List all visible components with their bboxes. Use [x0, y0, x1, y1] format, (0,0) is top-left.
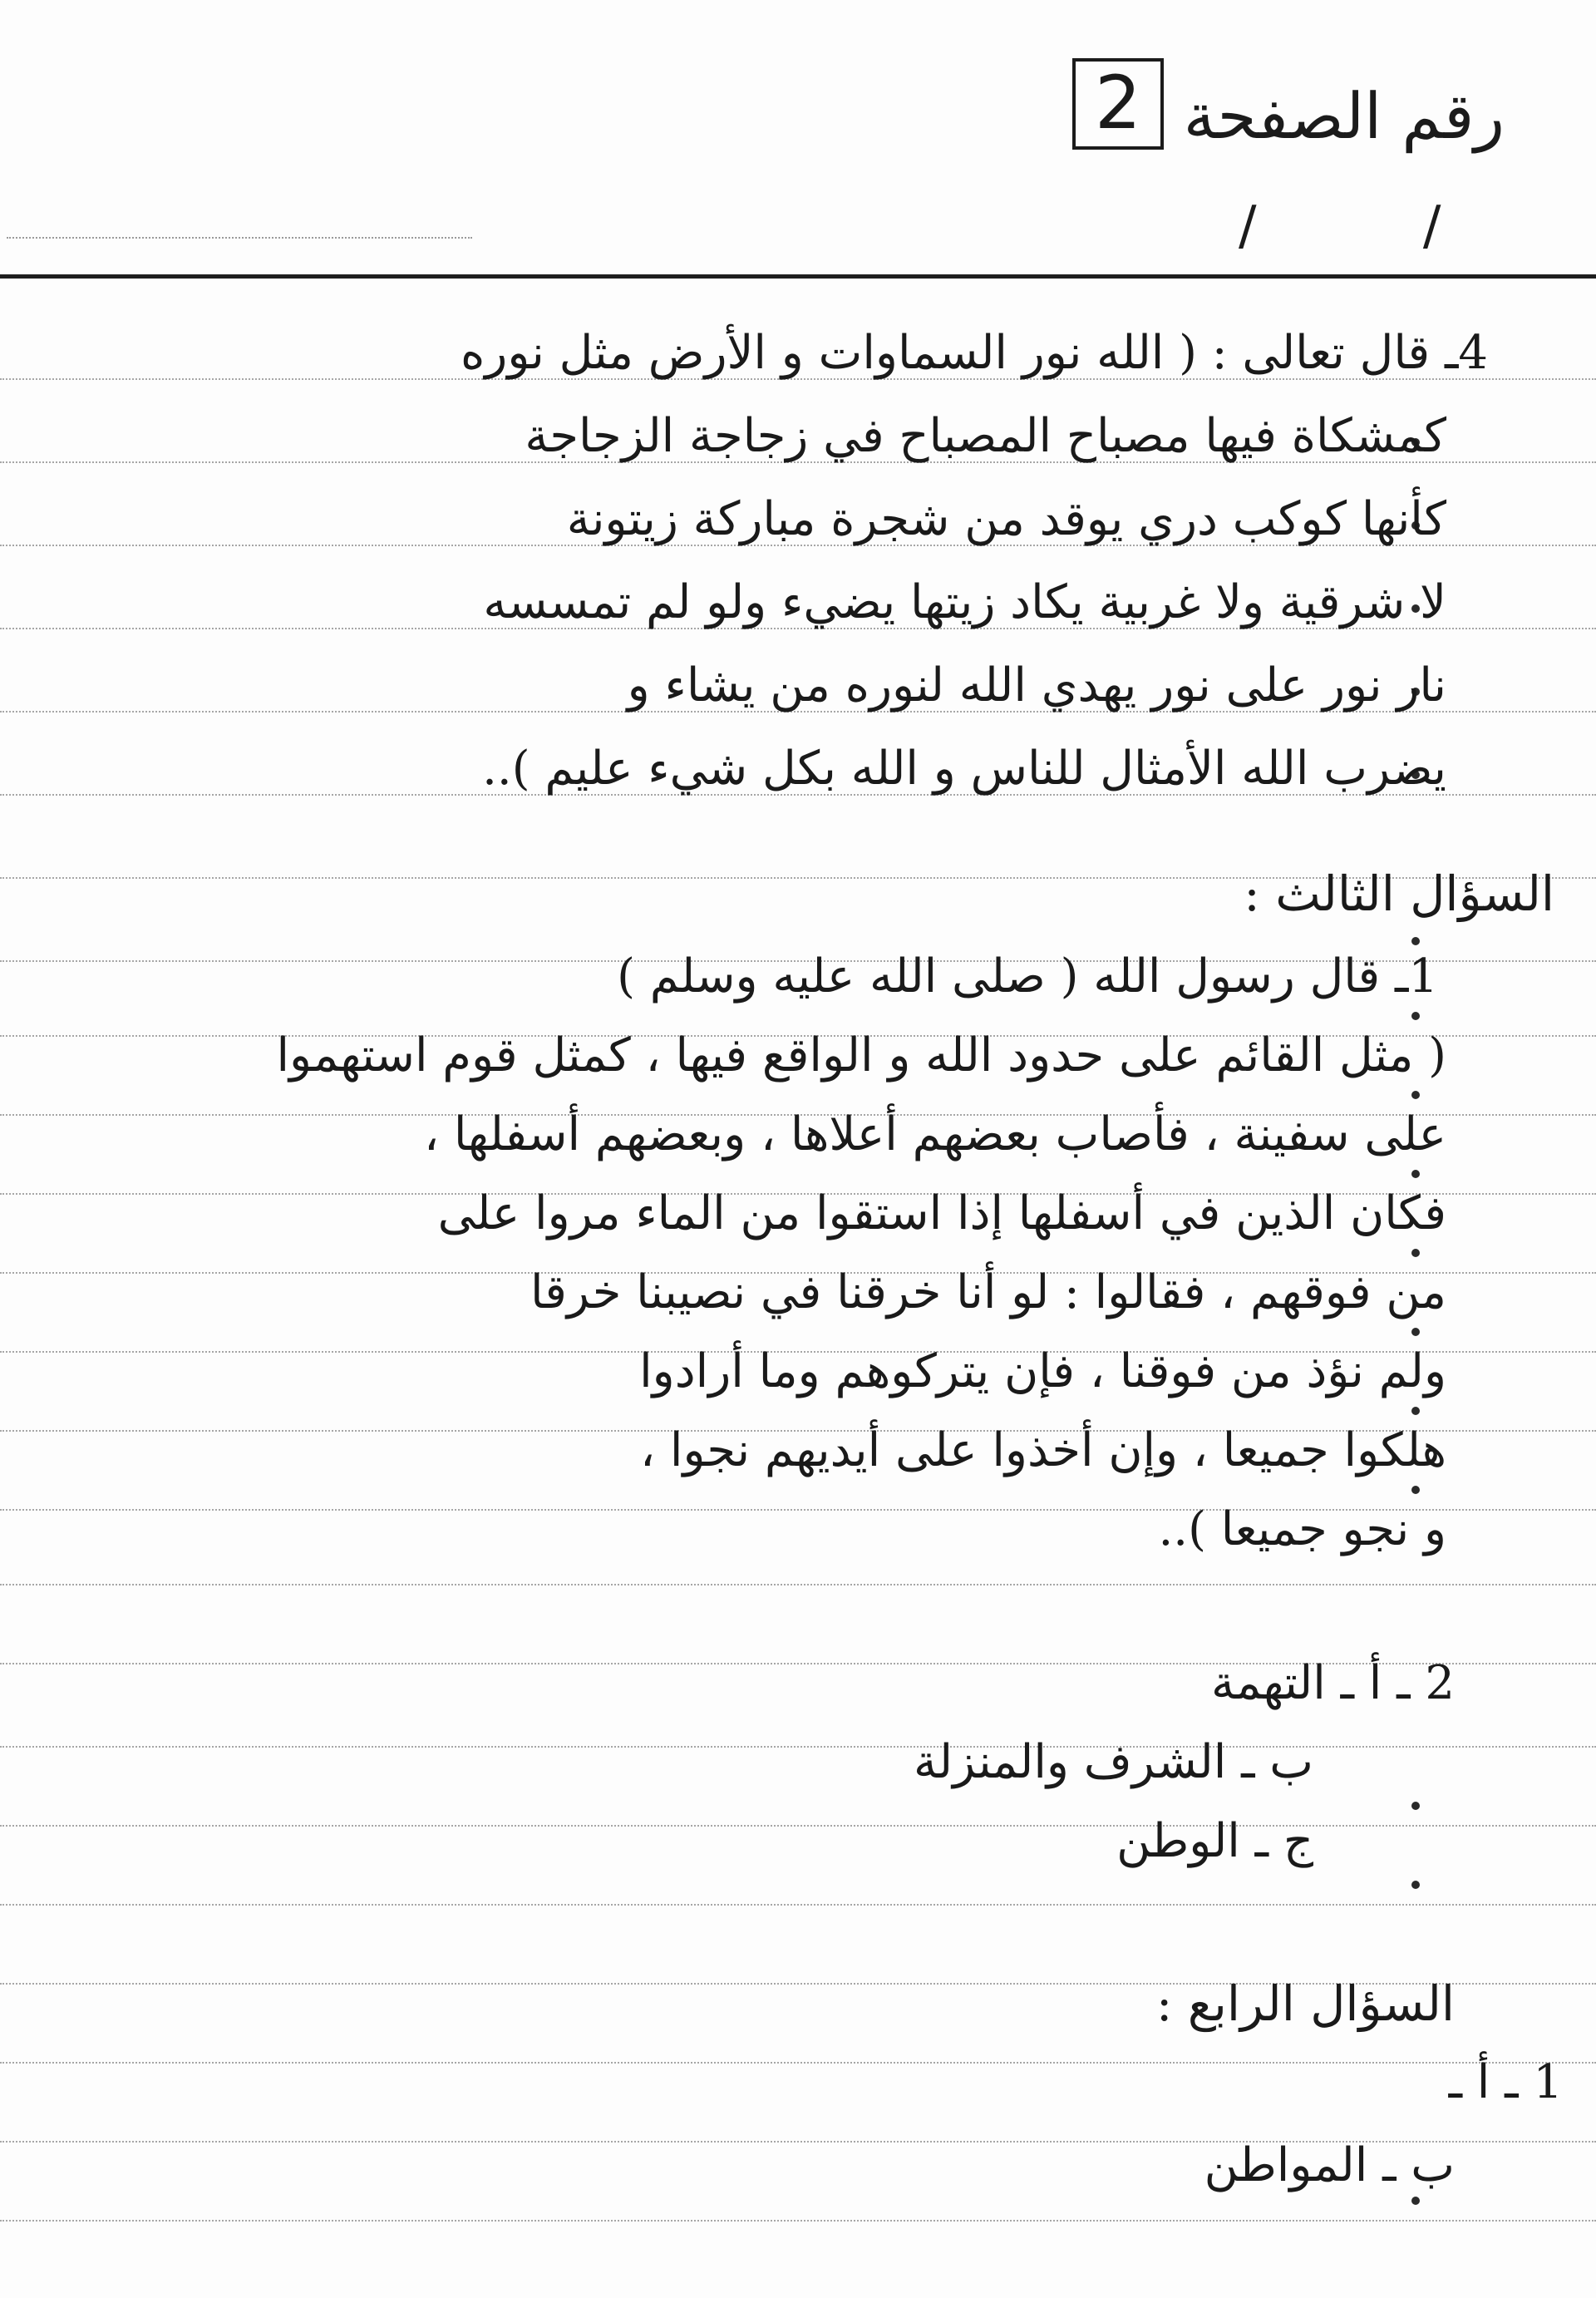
margin-dot: [1411, 2197, 1420, 2205]
verse-line-5: نار نور على نور يهدي الله لنوره من يشاء و: [627, 658, 1446, 713]
margin-dot: [1411, 1486, 1420, 1494]
verse-line-2: كمشكاة فيها مصباح المصباح في زجاجة الزجاجة: [525, 409, 1446, 463]
date-field: / /: [1239, 195, 1516, 257]
hadith-line-8: و نجو جميعا )..: [1158, 1502, 1446, 1556]
verse-line-4: لا شرقية ولا غربية يكاد زيتها يضيء ولو لم تمسسه: [483, 575, 1446, 629]
page-number-box: 2: [1072, 58, 1164, 150]
hadith-line-5: من فوقهم ، فقالوا : لو أنا خرقنا في نصيبنا خرقا: [530, 1265, 1446, 1319]
margin-dot: [1411, 1170, 1420, 1178]
hadith-line-6: ولم نؤذ من فوقنا ، فإن يتركوهم وما أرادوا: [639, 1344, 1446, 1398]
answer-4-1a: 1 ـ أ ـ: [1448, 2055, 1563, 2109]
verse-line-3: كأنها كوكب دري يوقد من شجرة مباركة زيتونة: [566, 492, 1446, 546]
margin-dot: [1411, 1249, 1420, 1257]
answer-4-1b: ب ـ المواطن: [1204, 2138, 1455, 2192]
margin-dot: [1411, 1802, 1420, 1810]
margin-dot: [1411, 1012, 1420, 1020]
page-number-label: رقم الصفحة: [1183, 79, 1505, 153]
margin-dot: [1411, 1091, 1420, 1099]
answer-2b: ب ـ الشرف والمنزلة: [914, 1735, 1313, 1789]
header-dotted-line: [7, 237, 472, 239]
answer-2c: ج ـ الوطن: [1116, 1814, 1313, 1868]
ruled-line: [0, 1584, 1596, 1585]
ruled-line: [0, 2220, 1596, 2222]
margin-dot: [1411, 1881, 1420, 1889]
margin-dot: [1411, 937, 1420, 945]
question-4-heading: السؤال الرابع :: [1155, 1975, 1455, 2032]
ruled-line: [0, 1904, 1596, 1906]
margin-dot: [1411, 1407, 1420, 1415]
hadith-line-3: على سفينة ، فأصاب بعضهم أعلاها ، وبعضهم أسفلها ،: [423, 1107, 1446, 1161]
answer-2a: 2 ـ أ ـ التهمة: [1211, 1656, 1455, 1710]
verse-line-1: 4ـ قال تعالى : ( الله نور السماوات و الأرض مثل نوره: [460, 326, 1488, 380]
hadith-line-2: ( مثل القائم على حدود الله و الواقع فيها ، كمثل قوم استهموا: [276, 1028, 1446, 1082]
hadith-line-4: فكان الذين في أسفلها إذا استقوا من الماء مروا على: [437, 1186, 1446, 1240]
question-3-heading: السؤال الثالث :: [1244, 865, 1554, 922]
hadith-line-1: 1ـ قال رسول الله ( صلى الله عليه وسلم ): [617, 949, 1438, 1004]
hadith-line-7: هلكوا جميعا ، وإن أخذوا على أيديهم نجوا ،: [640, 1423, 1446, 1477]
verse-line-6: يضرب الله الأمثال للناس و الله بكل شيء عليم )..: [482, 742, 1446, 796]
margin-dot: [1411, 1328, 1420, 1336]
header-rule: [0, 274, 1596, 279]
